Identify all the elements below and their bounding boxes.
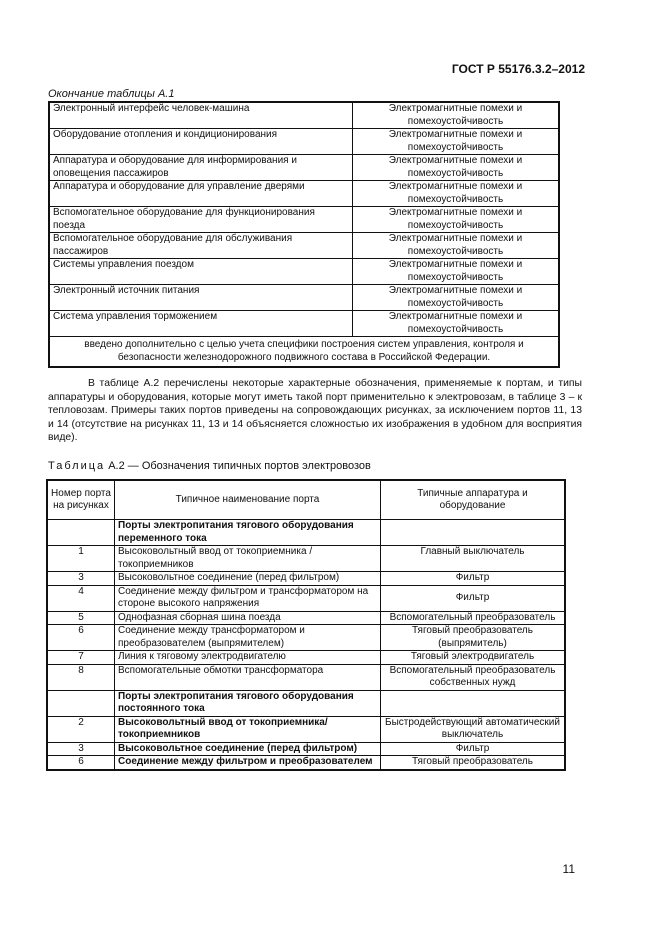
body-paragraph [48, 377, 582, 445]
table-cell-value: Электромагнитные помехи и помехоустойчивость [353, 285, 560, 311]
port-equipment: Быстродействующий автоматический выключатель [381, 716, 566, 742]
table-row [49, 259, 559, 285]
table-footnote: введено дополнительно с целью учета специфики построения систем управления, контроля и безопасности железнодорожного подвижного состава в Российской Федерации. [49, 337, 559, 368]
empty-cell [47, 690, 115, 716]
paragraph-text: В таблице А.2 перечислены некоторые характерные обозначения, применяемые к портам, и типы аппаратуры и оборудования, которые могут иметь такой порт применительно к электровозам, в таблице 3 – к тепловозам. Примеры таких портов приведены на сопровождающих рисунках, за исключением портов 11, 13 и 14 (отсутствие на рисунках 11, 13 и 14 объясняется сложностью их изображения в удобном для восприятия виде). [48, 378, 582, 443]
table-row [47, 742, 565, 756]
table-cell-name: Системы управления поездом [49, 259, 353, 285]
port-number: 8 [47, 664, 115, 690]
table-row [47, 716, 565, 742]
table-a2 [46, 479, 566, 771]
port-name: Высоковольтное соединение (перед фильтром) [115, 742, 381, 756]
table-cell-name: Электронный источник питания [49, 285, 353, 311]
table-cell-value: Электромагнитные помехи и помехоустойчивость [353, 233, 560, 259]
table-a1 [48, 101, 560, 368]
port-name: Вспомогательные обмотки трансформатора [115, 664, 381, 690]
table-cell-name: Аппаратура и оборудование для информирования и оповещения пассажиров [49, 155, 353, 181]
table-cell-value: Электромагнитные помехи и помехоустойчивость [353, 259, 560, 285]
document-id-header: ГОСТ Р 55176.3.2–2012 [451, 62, 585, 76]
header-port-number: Номер порта на рисунках [47, 480, 115, 520]
table-cell-value: Электромагнитные помехи и помехоустойчивость [353, 311, 560, 337]
port-name: Соединение между фильтром и трансформатором на стороне высокого напряжения [115, 585, 381, 611]
table-cell-value: Электромагнитные помехи и помехоустойчивость [353, 129, 560, 155]
port-equipment: Фильтр [381, 742, 566, 756]
port-equipment: Главный выключатель [381, 546, 566, 572]
table-a2-caption-text: А.2 — Обозначения типичных портов электровозов [105, 460, 371, 472]
port-equipment: Вспомогательный преобразователь [381, 611, 566, 625]
section-title-ac: Порты электропитания тягового оборудования переменного тока [115, 520, 381, 546]
table-row [47, 546, 565, 572]
section-row-dc [47, 690, 565, 716]
table-a2-caption [48, 460, 371, 472]
port-number: 3 [47, 742, 115, 756]
port-number: 6 [47, 756, 115, 770]
port-name: Высоковольтный ввод от токоприемника /токоприемников [115, 546, 381, 572]
table-cell-name: Оборудование отопления и кондиционирования [49, 129, 353, 155]
table-cell-value: Электромагнитные помехи и помехоустойчивость [353, 102, 560, 129]
port-number: 6 [47, 625, 115, 651]
table-cell-name: Электронный интерфейс человек-машина [49, 102, 353, 129]
table-row [47, 585, 565, 611]
table-row [49, 129, 559, 155]
table-row [47, 664, 565, 690]
table-row [49, 155, 559, 181]
table-cell-value: Электромагнитные помехи и помехоустойчивость [353, 181, 560, 207]
port-number: 2 [47, 716, 115, 742]
table-row [49, 181, 559, 207]
port-name: Линия к тяговому электродвигателю [115, 651, 381, 665]
port-number: 7 [47, 651, 115, 665]
port-equipment: Вспомогательный преобразователь собственных нужд [381, 664, 566, 690]
port-name: Соединение между фильтром и преобразователем [115, 756, 381, 770]
port-number: 3 [47, 572, 115, 586]
table-row [49, 311, 559, 337]
table-footnote-row [49, 337, 559, 368]
table-cell-name: Аппаратура и оборудование для управление дверями [49, 181, 353, 207]
header-equipment: Типичные аппаратура и оборудование [381, 480, 566, 520]
table-row [49, 233, 559, 259]
table-cell-value: Электромагнитные помехи и помехоустойчивость [353, 207, 560, 233]
table-row [49, 102, 559, 129]
section-title-dc: Порты электропитания тягового оборудования постоянного тока [115, 690, 381, 716]
port-equipment: Тяговый электродвигатель [381, 651, 566, 665]
table-row [49, 207, 559, 233]
table-row [47, 625, 565, 651]
table-row [47, 651, 565, 665]
empty-cell [381, 520, 566, 546]
section-row-ac [47, 520, 565, 546]
port-equipment: Фильтр [381, 572, 566, 586]
port-equipment: Фильтр [381, 585, 566, 611]
empty-cell [381, 690, 566, 716]
port-name: Высоковольтный ввод от токоприемника/токоприемников [115, 716, 381, 742]
port-number: 4 [47, 585, 115, 611]
port-equipment: Тяговый преобразователь (выпрямитель) [381, 625, 566, 651]
table-row [47, 756, 565, 770]
table-row [47, 572, 565, 586]
table-cell-value: Электромагнитные помехи и помехоустойчивость [353, 155, 560, 181]
page-number: 11 [562, 862, 575, 876]
table-header-row [47, 480, 565, 520]
port-equipment: Тяговый преобразователь [381, 756, 566, 770]
port-number: 5 [47, 611, 115, 625]
table-a1-caption: Окончание таблицы А.1 [48, 88, 175, 100]
table-a2-caption-prefix: Таблица [48, 460, 106, 472]
empty-cell [47, 520, 115, 546]
port-name: Соединение между трансформатором и преобразователем (выпрямителем) [115, 625, 381, 651]
port-number: 1 [47, 546, 115, 572]
table-cell-name: Вспомогательное оборудование для функционирования поезда [49, 207, 353, 233]
table-cell-name: Система управления торможением [49, 311, 353, 337]
table-row [47, 611, 565, 625]
port-name: Высоковольтное соединение (перед фильтром) [115, 572, 381, 586]
header-port-name: Типичное наименование порта [115, 480, 381, 520]
table-cell-name: Вспомогательное оборудование для обслуживания пассажиров [49, 233, 353, 259]
port-name: Однофазная сборная шина поезда [115, 611, 381, 625]
table-row [49, 285, 559, 311]
